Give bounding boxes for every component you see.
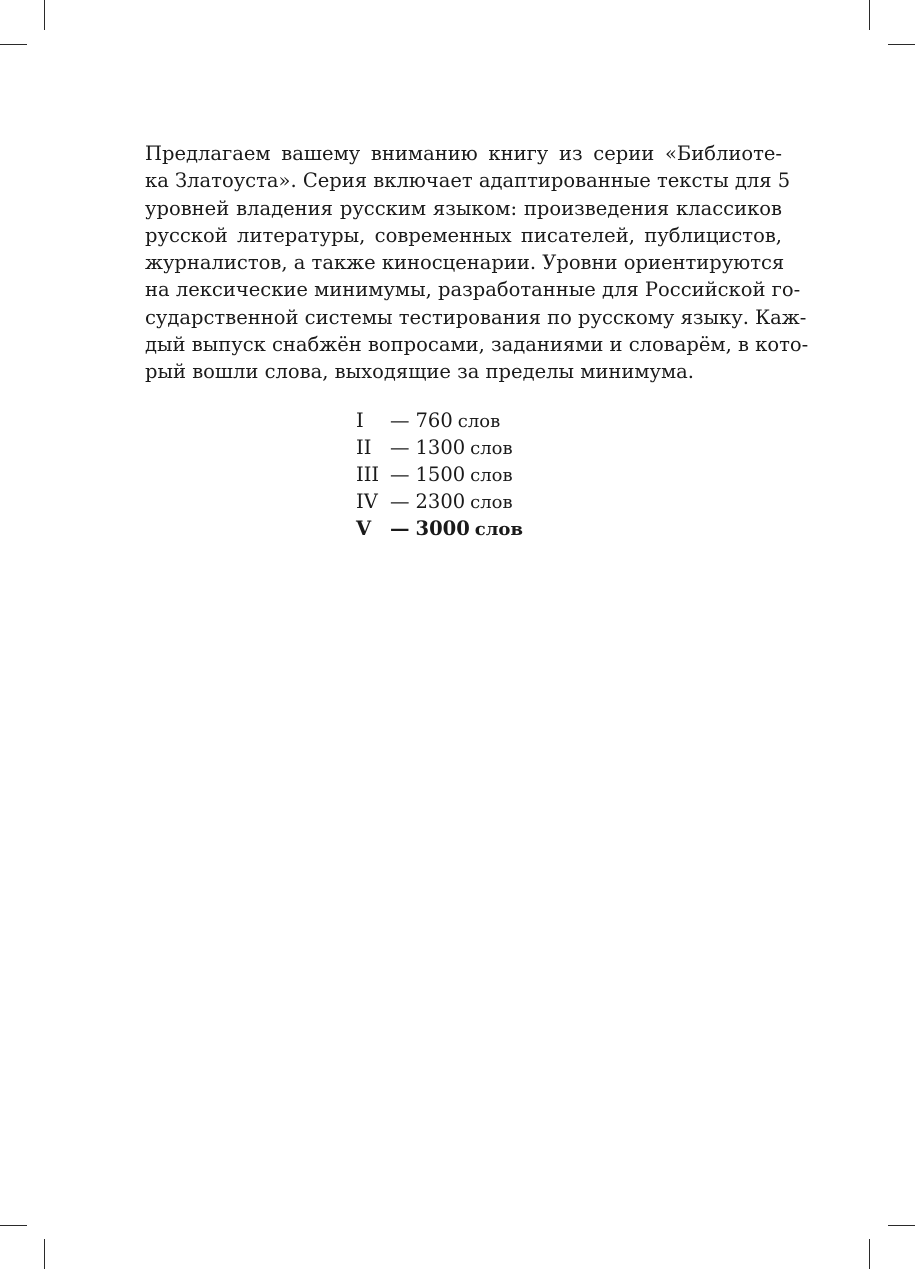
- level-number: IV: [356, 490, 378, 513]
- level-dash: —: [390, 490, 410, 513]
- crop-mark-top-right-v: [869, 0, 870, 30]
- level-number: I: [356, 409, 364, 432]
- crop-mark-bottom-right-v: [869, 1239, 870, 1269]
- level-unit: слов: [457, 411, 501, 432]
- level-unit: слов: [470, 438, 513, 459]
- level-dash: —: [390, 436, 410, 459]
- level-word-count: 1300: [415, 436, 466, 459]
- intro-line: дый выпуск снабжён вопросами, заданиями и словарём, в кото-: [145, 333, 809, 357]
- level-word-count: 2300: [415, 490, 466, 513]
- intro-line: русской литературы, современных писателей, публицистов,: [145, 223, 782, 247]
- intro-line: уровней владения русским языком: произведения классиков: [145, 196, 782, 220]
- level-number: III: [356, 463, 380, 486]
- intro-line: сударственной системы тестирования по русскому языку. Каж-: [145, 305, 807, 329]
- level-unit: слов: [474, 519, 523, 540]
- intro-line: журналистов, а также киносценарии. Уровни ориентируются: [145, 251, 785, 275]
- level-dash: —: [390, 517, 410, 540]
- intro-line: на лексические минимумы, разработанные для Российской го-: [145, 278, 801, 302]
- intro-line: Предлагаем вашему вниманию книгу из серии «Библиоте-: [145, 142, 782, 165]
- crop-mark-top-right-h: [888, 44, 915, 45]
- intro-line: рый вошли слова, выходящие за пределы минимума.: [145, 360, 695, 384]
- level-dash: —: [390, 409, 410, 432]
- level-row: [356, 436, 523, 463]
- level-row: [356, 409, 523, 436]
- level-word-count: 3000: [415, 517, 470, 540]
- level-number: V: [356, 517, 372, 540]
- crop-mark-top-left-v: [44, 0, 45, 30]
- crop-mark-bottom-left-v: [44, 1239, 45, 1269]
- intro-line: ка Златоуста». Серия включает адаптированные тексты для 5: [145, 169, 791, 193]
- level-row: [356, 490, 523, 517]
- level-unit: слов: [470, 492, 513, 513]
- level-row: [356, 517, 523, 544]
- level-dash: —: [390, 463, 410, 486]
- level-word-count: 1500: [415, 463, 466, 486]
- level-row: [356, 463, 523, 490]
- crop-mark-top-left-h: [0, 44, 27, 45]
- crop-mark-bottom-left-h: [0, 1225, 27, 1226]
- level-unit: слов: [470, 465, 513, 486]
- level-number: II: [356, 436, 372, 459]
- crop-mark-bottom-right-h: [888, 1225, 915, 1226]
- intro-paragraph: [145, 140, 809, 386]
- level-word-count: 760: [415, 409, 453, 432]
- level-list: [356, 409, 523, 544]
